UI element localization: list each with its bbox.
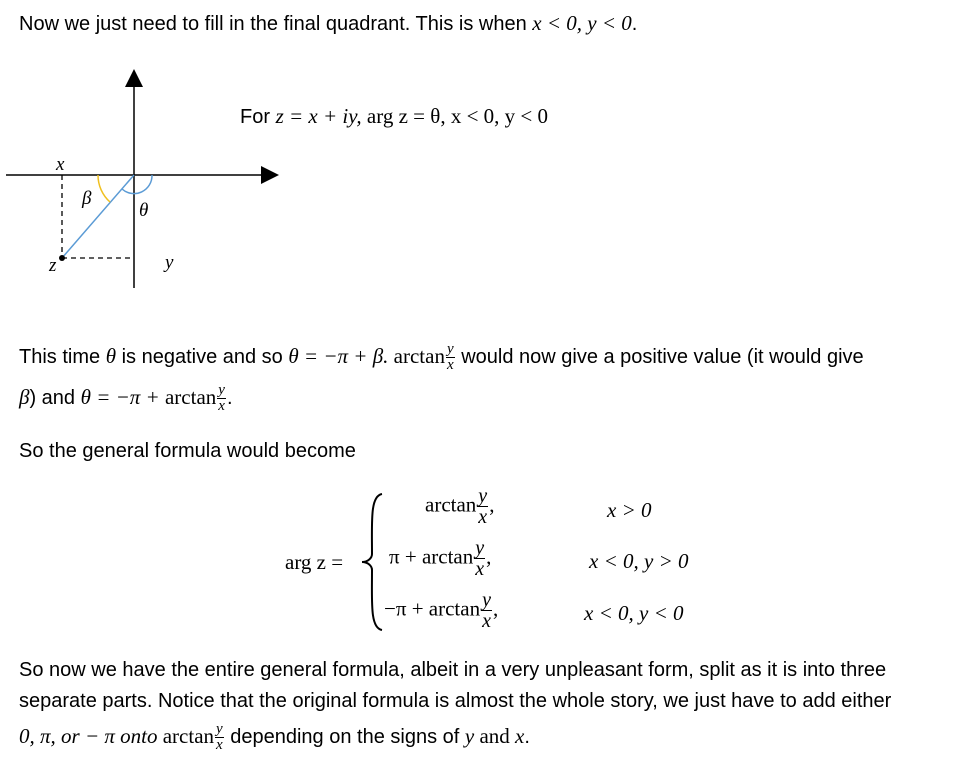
p3-end: . (524, 725, 530, 748)
caption-arg: arg z = θ, x < 0, y < 0 (361, 104, 549, 128)
p3-fraction: $\frac{y}{x}$ (216, 721, 223, 753)
p1-text-e: ) and (29, 386, 81, 409)
paragraph-summary-line3 (19, 722, 530, 753)
p1-fraction: $\frac{y}{x}$ (446, 341, 454, 373)
paragraph-general-formula: So the general formula would become (19, 440, 356, 462)
beta-arc (98, 175, 110, 202)
p3-offsets: 0, π, or − π onto (19, 723, 163, 748)
intro-line (19, 8, 637, 40)
p3-text-b: depending on the signs of (224, 725, 465, 748)
case-2-expression: π + arctan $\frac{y}{x}$ , (389, 537, 492, 580)
p3-x: x (515, 723, 525, 748)
p1-beta: β (19, 384, 30, 409)
p3-y: y (464, 723, 475, 748)
p3-and: and (474, 723, 516, 748)
p1-text-b: is negative and so (116, 345, 289, 368)
p1-equation: θ = −π + β. (288, 343, 389, 368)
p1-text-d: would now give a positive value (it would give (455, 345, 864, 368)
diagram-label-beta: β (82, 188, 92, 209)
case-2-condition: x < 0, y > 0 (589, 549, 689, 573)
case-3-condition: x < 0, y < 0 (584, 601, 684, 625)
diagram-label-theta: θ (139, 200, 149, 221)
p1-arctan: arctan (388, 343, 445, 368)
p1-theta: θ (105, 343, 117, 368)
p1-equation-2: θ = −π + (80, 384, 165, 409)
case-3-fraction: $\frac{y}{x}$ (482, 589, 491, 632)
p1-end: . (226, 386, 233, 409)
case-2-fraction: $\frac{y}{x}$ (475, 537, 485, 580)
argand-diagram (0, 60, 300, 300)
case-1-fraction: $\frac{y}{x}$ (478, 485, 488, 528)
caption-expr: z = x + iy, (275, 104, 362, 128)
z-vector (62, 175, 134, 258)
paragraph-summary-line1: So now we have the entire general formula, albeit in a very unpleasant form, split as it is into three (19, 659, 887, 681)
case-1-expression: arctan $\frac{y}{x}$ , (425, 485, 495, 528)
formula-lhs: arg z = (285, 550, 344, 574)
case-1-condition: x > 0 (607, 498, 652, 522)
intro-text: Now we just need to fill in the final quadrant. This is when (19, 13, 533, 35)
p1-text-a: This time (19, 345, 106, 368)
diagram-label-x: x (56, 154, 65, 175)
p1-arctan-2: arctan (164, 384, 217, 409)
paragraph-summary-line2: separate parts. Notice that the original formula is almost the whole story, we just have to add either (19, 690, 892, 712)
paragraph-theta-negative (19, 342, 864, 373)
diagram-label-z: z (49, 255, 57, 276)
caption-prefix: For (240, 106, 276, 128)
p1-fraction-2: $\frac{y}{x}$ (218, 382, 225, 414)
diagram-label-y: y (165, 252, 174, 273)
intro-end: . (631, 13, 638, 35)
case-3-expression: −π + arctan $\frac{y}{x}$ , (384, 589, 499, 632)
z-point (59, 255, 65, 261)
p3-arctan: arctan (162, 723, 215, 748)
paragraph-theta-negative-line2 (19, 383, 233, 414)
intro-cond-x: x < 0, (532, 11, 588, 35)
intro-cond-y: y < 0 (587, 11, 632, 35)
diagram-caption (240, 104, 548, 129)
